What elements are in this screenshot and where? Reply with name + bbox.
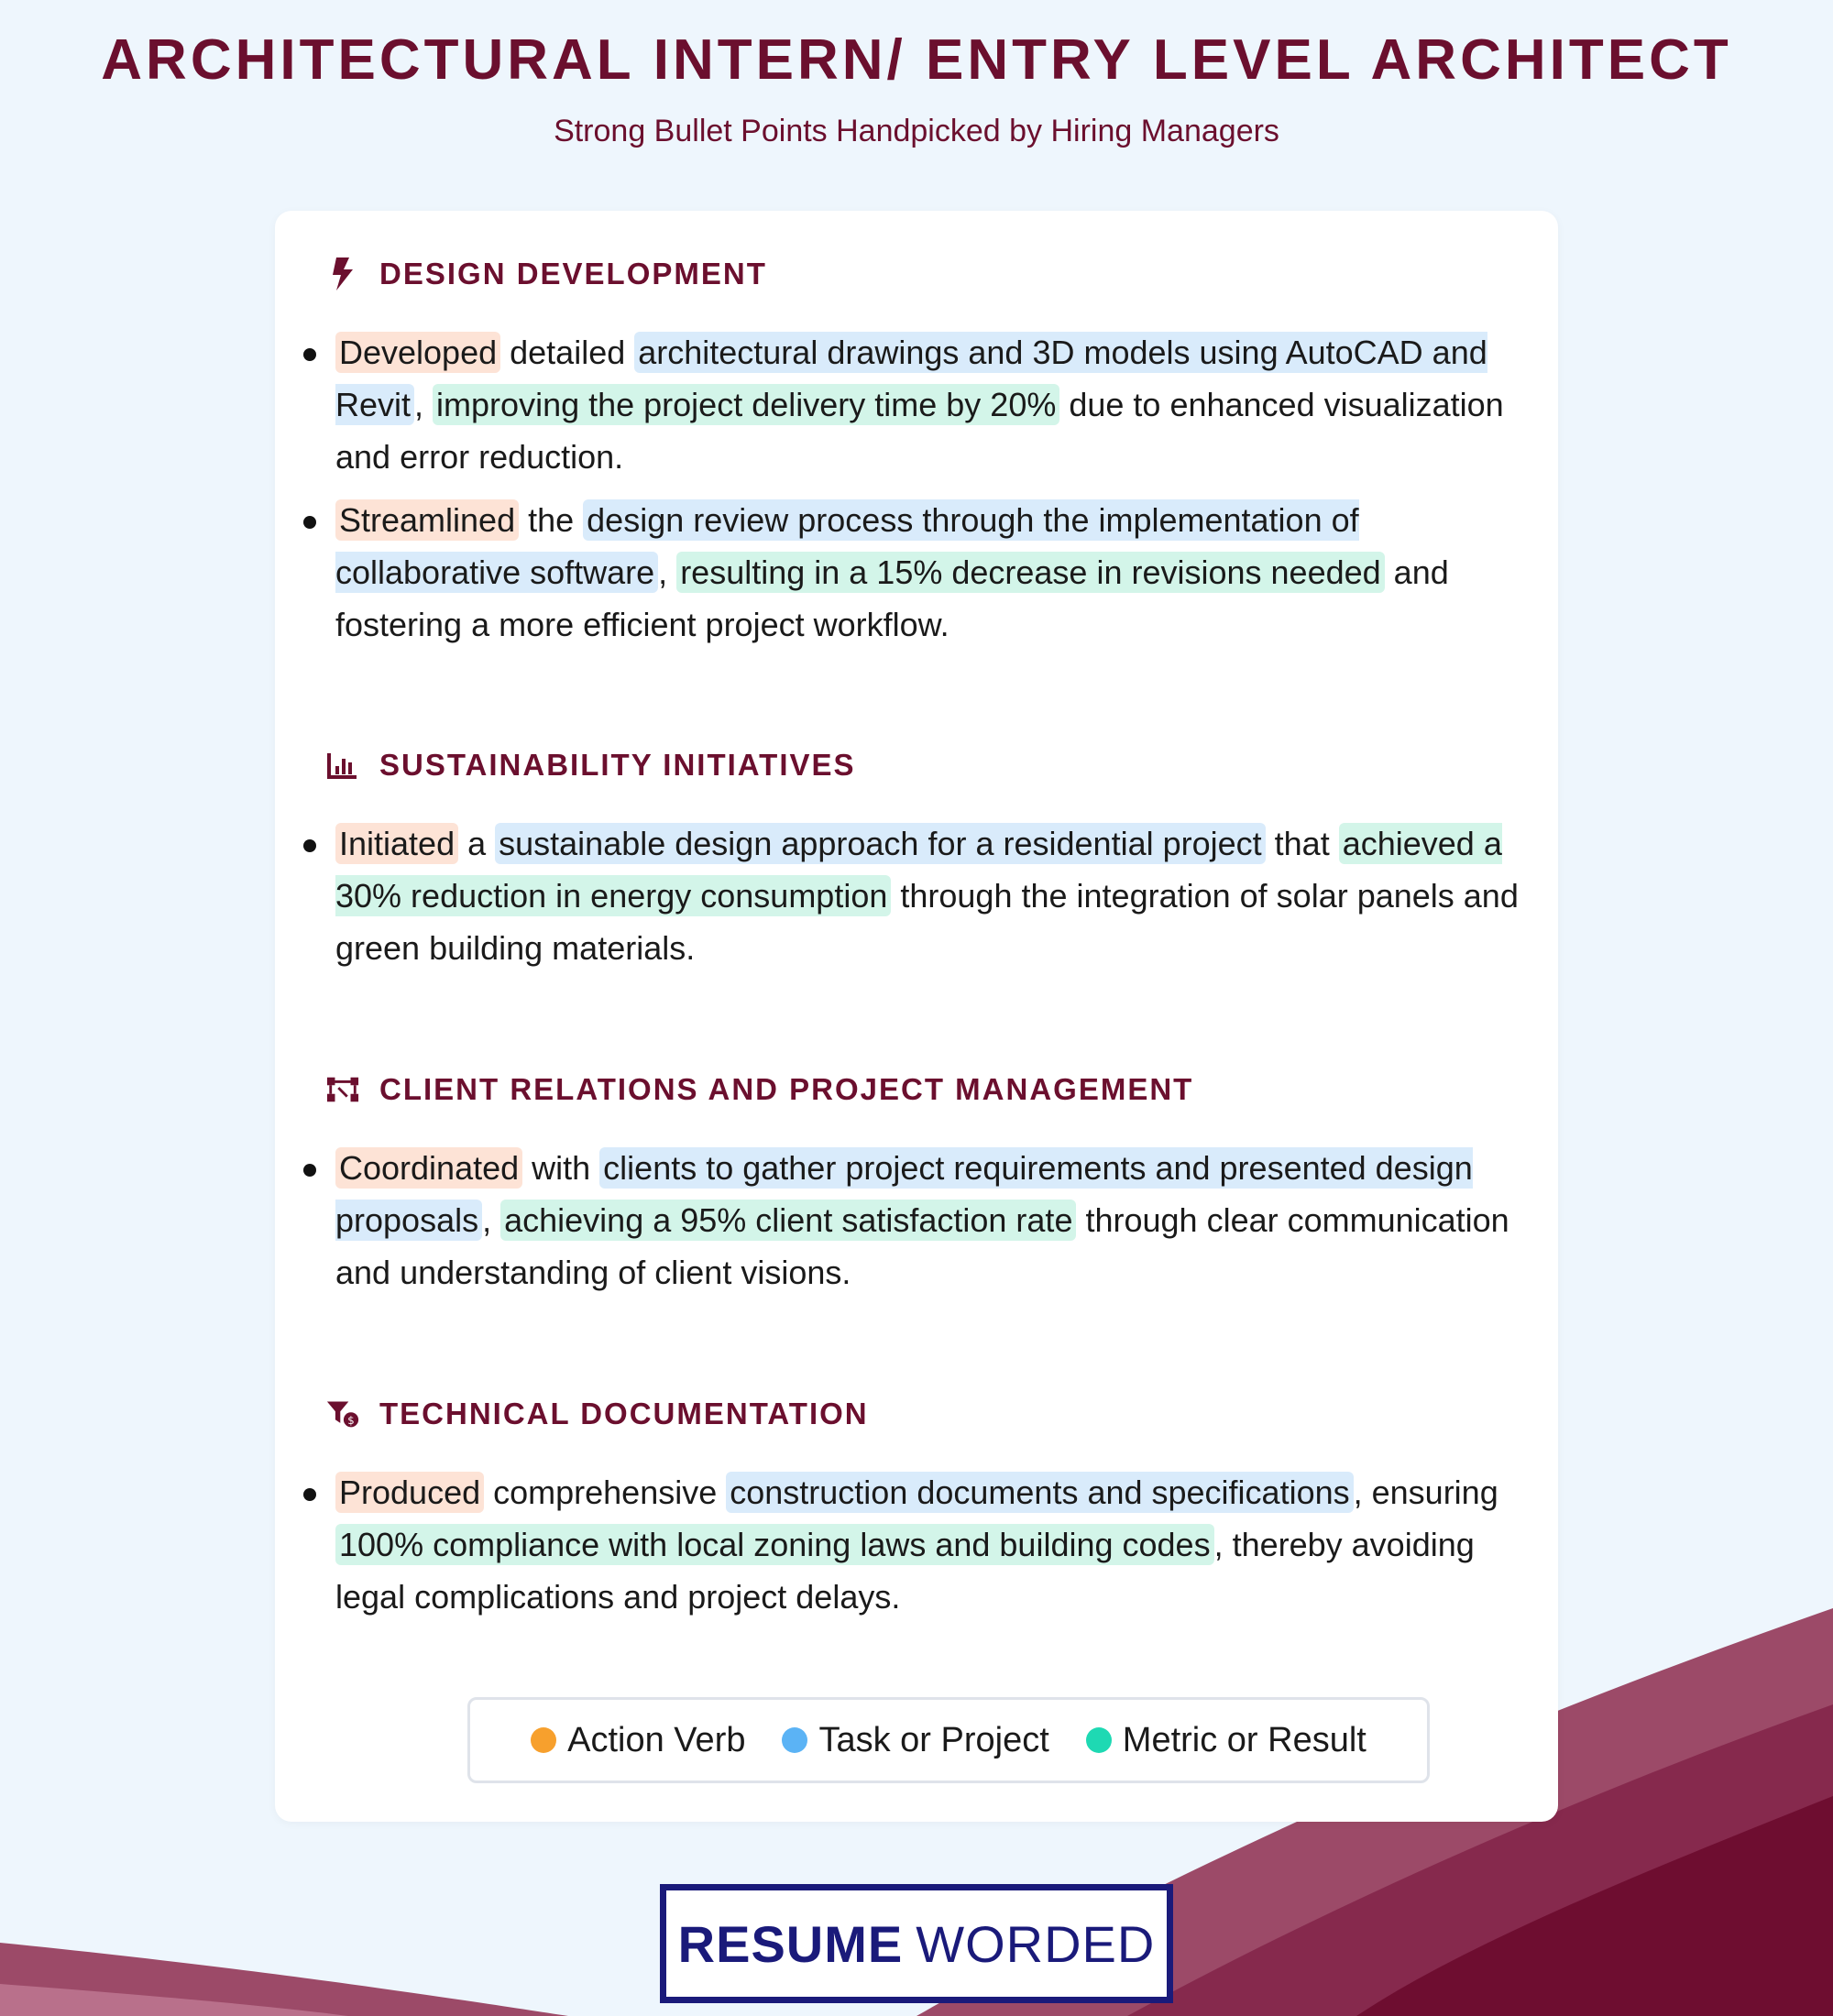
plain-text: and fostering a more efficient project workflow. <box>335 553 1449 643</box>
page-title: ARCHITECTURAL INTERN/ ENTRY LEVEL ARCHITECT <box>101 28 1732 92</box>
metric-or-result: achieved a 30% reduction in energy consumption <box>335 825 1502 915</box>
task-or-project: architectural drawings and 3D models using AutoCAD and Revit <box>335 334 1487 423</box>
bullet-item <box>275 494 1558 651</box>
task-or-project: sustainable design approach for a residential project <box>495 823 1266 864</box>
section-header <box>326 1067 1193 1112</box>
highlight-legend <box>467 1697 1430 1783</box>
section-title: CLIENT RELATIONS AND PROJECT MANAGEMENT <box>379 1072 1194 1106</box>
bar-chart-icon <box>326 749 359 782</box>
bullet-points-card <box>275 211 1558 1822</box>
svg-text:$: $ <box>347 1413 355 1427</box>
action-verb: Coordinated <box>335 1147 522 1189</box>
plain-text: the <box>519 501 584 539</box>
section-title: TECHNICAL DOCUMENTATION <box>379 1397 869 1430</box>
plain-text: through clear communication and understanding of client visions. <box>335 1201 1509 1291</box>
plain-text: that <box>1265 825 1339 862</box>
plain-text: , <box>414 386 434 423</box>
plain-text: comprehensive <box>484 1474 727 1511</box>
blue-dot-icon <box>782 1727 807 1753</box>
teal-dot-icon <box>1086 1727 1112 1753</box>
legend-metric-or-result <box>1086 1721 1367 1760</box>
bullet-item <box>275 326 1558 483</box>
legend-label: Task or Project <box>818 1720 1049 1759</box>
legend-label: Action Verb <box>567 1720 746 1759</box>
section-title: SUSTAINABILITY INITIATIVES <box>379 748 856 782</box>
bullet-item <box>275 1142 1558 1298</box>
resume-worded-logo <box>660 1884 1173 2003</box>
network-nodes-icon <box>326 1073 359 1106</box>
plain-text: , ensuring <box>1353 1474 1498 1511</box>
action-verb: Streamlined <box>335 499 519 541</box>
plain-text: a <box>458 825 496 862</box>
metric-or-result: 100% compliance with local zoning laws and building codes <box>335 1524 1214 1565</box>
metric-or-result: achieving a 95% client satisfaction rate <box>500 1200 1076 1241</box>
page-subtitle: Strong Bullet Points Handpicked by Hiring Managers <box>554 114 1279 148</box>
section-header <box>326 742 856 788</box>
bullet-list <box>275 1142 1558 1309</box>
plain-text: , <box>658 553 677 591</box>
section-header <box>326 251 767 297</box>
task-or-project: clients to gather project requirements and presented design proposals <box>335 1149 1473 1239</box>
legend-task-or-project <box>782 1721 1048 1760</box>
legend-label: Metric or Result <box>1122 1720 1367 1759</box>
section-header <box>326 1391 869 1437</box>
bullet-list <box>275 817 1558 985</box>
action-verb: Developed <box>335 332 500 373</box>
plain-text: with <box>522 1149 600 1187</box>
funnel-dollar-icon <box>326 1397 359 1430</box>
action-verb: Initiated <box>335 823 458 864</box>
legend-action-verb <box>531 1721 745 1760</box>
plain-text: , thereby avoiding legal complications and project delays. <box>335 1526 1475 1616</box>
metric-or-result: improving the project delivery time by 20% <box>433 384 1059 425</box>
plain-text: detailed <box>500 334 635 371</box>
bullet-list <box>275 326 1558 662</box>
logo-text-light: WORDED <box>916 1914 1156 1973</box>
logo-text-bold: RESUME <box>677 1914 904 1973</box>
bullet-item <box>275 817 1558 974</box>
orange-dot-icon <box>531 1727 556 1753</box>
bullet-list <box>275 1466 1558 1634</box>
plain-text: , <box>482 1201 501 1239</box>
task-or-project: construction documents and specifications <box>726 1472 1353 1513</box>
task-or-project: design review process through the implementation of collaborative software <box>335 501 1359 591</box>
bullet-item <box>275 1466 1558 1623</box>
lightning-bolt-icon <box>326 257 359 290</box>
plain-text: through the integration of solar panels and green building materials. <box>335 877 1519 967</box>
section-title: DESIGN DEVELOPMENT <box>379 257 767 290</box>
metric-or-result: resulting in a 15% decrease in revisions needed <box>676 552 1384 593</box>
action-verb: Produced <box>335 1472 484 1513</box>
plain-text: due to enhanced visualization and error reduction. <box>335 386 1504 476</box>
